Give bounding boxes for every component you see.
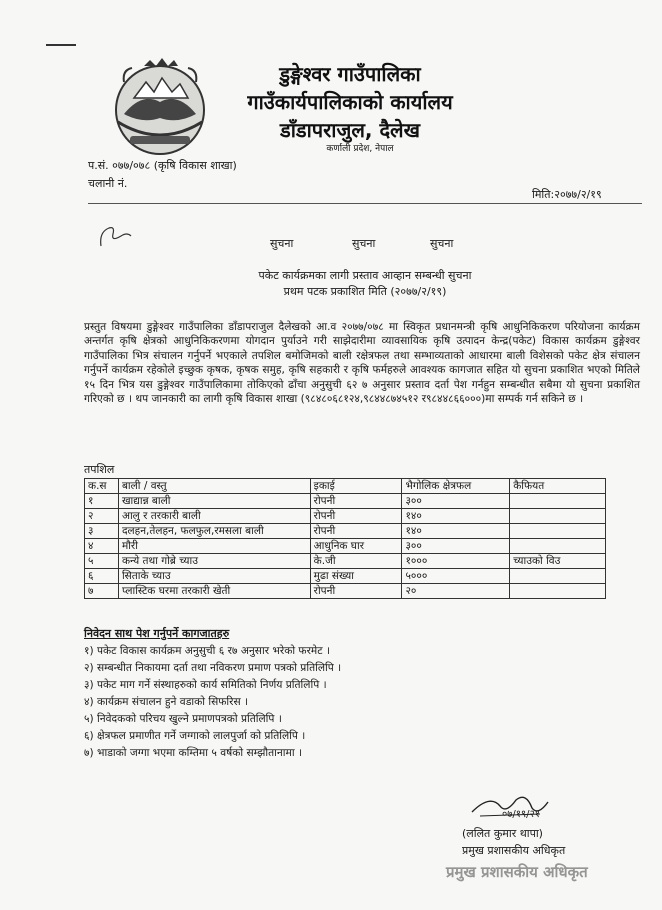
dispatch-number: चलानी नं. [88,177,128,190]
col-crop: बाली / वस्तु [118,479,310,494]
col-area: भैगोलिक क्षेत्रफल [402,479,510,494]
cell-remarks: च्याउको विउ [510,554,606,569]
notice-body: प्रस्तुत विषयमा डुङ्गेश्वर गाउँपालिका डाँडापराजुल दैलेखको आ.व २०७७/०७८ मा स्विकृत प्रधानमन्त्री कृषि आधुनिकिकरण परियोजना कार्यक्रम अन्तर्गत कृषि क्षेत्रको आधुनिकिकरणमा योगदान पुर्याउने गरी साझेदारीमा व्यावसायिक कृषि उत्पादन केन्द्र(पकेट) विकास कार्यक्रम डुङ्गेश्वर गाउँपालिका भित्र संचालन गर्नुपर्ने भएकाले तपशिल बमोजिमको बाली रक्षेत्रफल तथा सम्भाव्यताको आधारमा बाली विशेसको पकेट क्षेत्र संचालन गर्नुपर्ने कार्यक्रम रहेकोले इच्छुक कृषक, कृषक समुह, कृषि सहकारी र कृषि फर्महरुले आवश्यक कागजात सहित यो सुचना प्रकाशित भएको मितिले १५ दिन भित्र यस डुङ्गेश्वर गाउँपालिकामा तोकिएको ढाँचा अनुसुची ६२ ७ अनुसार प्रस्ताव दर्ता पेश गर्नहुन सम्बन्धीत सबैमा यो सुचना प्रकाशित गरिएको छ । थप जानकारी का लागी कृषि विकास शाखा (९८४८०६८१२४,९८४४८७४५१२ र९८४४८६६०००)मा सम्पर्क गर्न सकिने छ । [84,321,640,406]
cell-unit: मुढा संख्या [310,569,402,584]
signatory-name: (ललित कुमार थापा) [462,827,543,840]
requirements-list [84,643,341,762]
cell-remarks [510,569,606,584]
cell-area: ५००० [402,569,510,584]
cell-crop: कन्ये तथा गोब्रे च्याउ [118,554,310,569]
requirements-title: निवेदन साथ पेश गर्नुपर्ने कागजातहरु [84,627,230,640]
cell-crop: आलु र तरकारी बाली [118,509,310,524]
cell-area: १४० [402,509,510,524]
list-item: ५) निवेदकको परिचय खुल्ने प्रमाणपत्रको प्रतिलिपि । [84,713,282,725]
cell-crop: प्लास्टिक घरमा तरकारी खेती [118,584,310,599]
divider [88,203,642,204]
cell-remarks [510,509,606,524]
office-stamp: प्रमुख प्रशासकीय अधिकृत [446,863,588,881]
list-item: ७) भाडाको जग्गा भएमा कम्तिमा ५ वर्षको सम्झौतानामा । [84,747,302,759]
scribble-mark [95,222,135,252]
col-serial: क.स [85,479,119,494]
table-header-row [85,479,606,494]
cell-unit: आधुनिक घार [310,539,402,554]
table-row [85,494,606,509]
cell-remarks [510,584,606,599]
cell-serial: ७ [85,584,119,599]
cell-unit: रोपनी [310,584,402,599]
cell-serial: ३ [85,524,119,539]
table-row [85,554,606,569]
cell-remarks [510,524,606,539]
cell-unit: के.जी [310,554,402,569]
table-row [85,524,606,539]
crop-table [84,478,606,599]
list-item: ६) क्षेत्रफल प्रमाणीत गर्ने जग्गाको लालपुर्जा को प्रतिलिपि । [84,730,306,742]
list-item: ३) पकेट माग गर्ने संस्थाहरुको कार्य समितिको निर्णय प्रतिलिपि । [84,679,327,691]
letter-date: मिति:२०७७/२/१९ [532,188,602,201]
office-name: डुङ्गेश्वर गाउँपालिका [279,62,421,86]
cell-serial: २ [85,509,119,524]
cell-area: २० [402,584,510,599]
cell-unit: रोपनी [310,524,402,539]
cell-area: ३०० [402,494,510,509]
cell-crop: मौरी [118,539,310,554]
cell-crop: सिताके च्याउ [118,569,310,584]
notice-label-2: सुचना [352,237,376,250]
cell-remarks [510,539,606,554]
signature-date: ०७/१९/२१ [502,809,540,820]
cell-crop: खाद्यान्न बाली [118,494,310,509]
office-title: गाउँकार्यपालिकाको कार्यालय [247,90,453,114]
table-row [85,584,606,599]
table-caption: तपशिल [84,463,115,476]
corner-mark [46,44,76,46]
cell-unit: रोपनी [310,509,402,524]
list-item: १) पकेट विकास कार्यक्रम अनुसुची ६ र७ अनुसार भरेको फरमेट । [84,645,330,657]
cell-serial: ५ [85,554,119,569]
cell-serial: १ [85,494,119,509]
col-remarks: कैफियत [510,479,606,494]
table-row [85,509,606,524]
cell-serial: ४ [85,539,119,554]
cell-serial: ६ [85,569,119,584]
notice-label-3: सुचना [430,237,454,250]
reference-number: प.सं. ०७७/०७८ (कृषि विकास शाखा) [88,159,237,172]
cell-area: १४० [402,524,510,539]
cell-area: १००० [402,554,510,569]
col-unit: इकाई [310,479,402,494]
office-location: डाँडापराजुल, दैलेख [280,118,420,142]
notice-title: पकेट कार्यक्रमका लागी प्रस्ताव आव्हान सम्बन्धी सुचना [258,269,472,282]
cell-area: ३०० [402,539,510,554]
cell-crop: दलहन,तेलहन, फलफुल,रमसला बाली [118,524,310,539]
publish-date: प्रथम पटक प्रकाशित मिति (२०७७/२/१९) [283,285,447,298]
table-row [85,539,606,554]
table-row [85,569,606,584]
list-item: ४) कार्यक्रम संचालन हुने वडाको सिफरिस । [84,696,249,708]
signatory-designation: प्रमुख प्रशासकीय अधिकृत [462,844,566,857]
list-item: २) सम्बन्धीत निकायमा दर्ता तथा नविकरण प्रमाण पत्रको प्रतिलिपि । [84,662,342,674]
cell-unit: रोपनी [310,494,402,509]
province-line: कर्णाली प्रदेश, नेपाल [326,144,394,154]
notice-label-1: सुचना [270,237,294,250]
cell-remarks [510,494,606,509]
